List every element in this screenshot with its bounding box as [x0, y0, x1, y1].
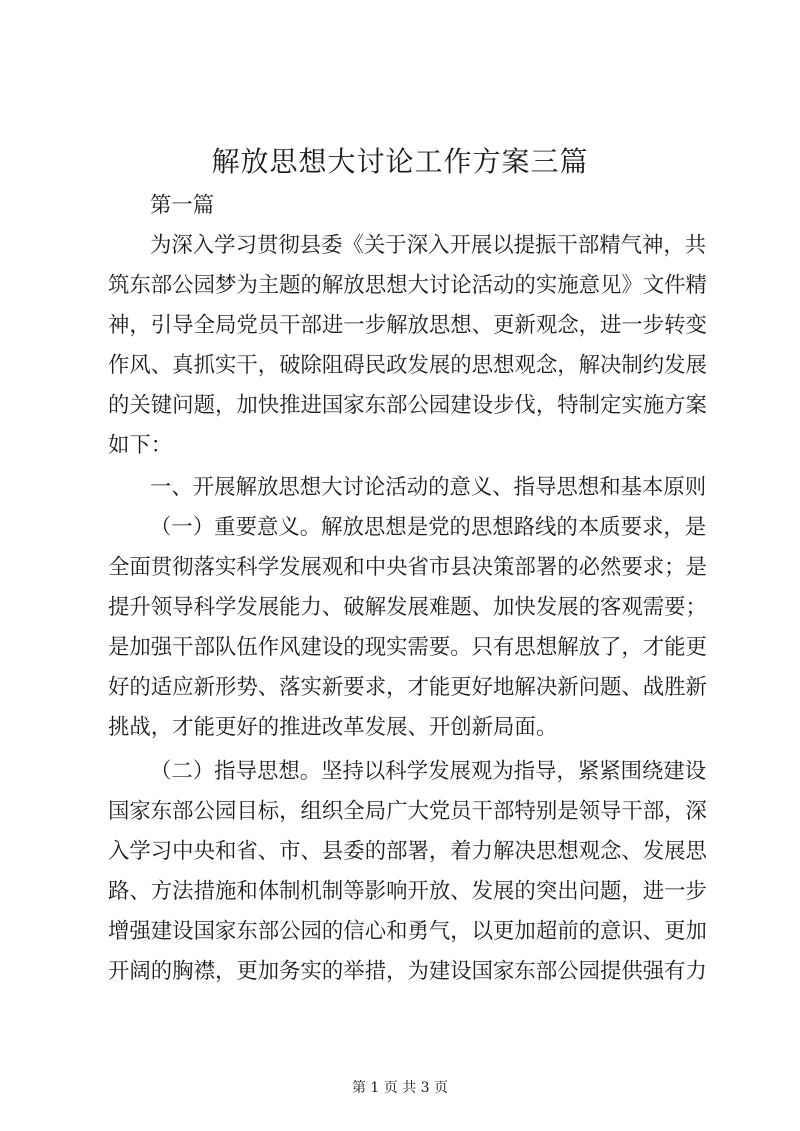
paragraph-line: 入学习中央和省、市、县委的部署，着力解决思想观念、发展思 [108, 839, 707, 864]
paragraph-line: 是加强干部队伍作风建设的现实需要。只有思想解放了，才能更 [108, 635, 707, 660]
paragraph-line: 的关键问题，加快推进国家东部公园建设步伐，特制定实施方案 [108, 393, 707, 418]
paragraph-line: 作风、真抓实干，破除阻碍民政发展的思想观念，解决制约发展 [108, 353, 707, 378]
paragraph-line: 如下： [108, 433, 173, 458]
paragraph-line: 筑东部公园梦为主题的解放思想大讨论活动的实施意见》文件精 [108, 273, 707, 298]
paragraph-line: 增强建设国家东部公园的信心和勇气，以更加超前的意识、更加 [108, 919, 707, 944]
paragraph-line: （一）重要意义。解放思想是党的思想路线的本质要求，是 [150, 515, 707, 540]
paragraph-line: 国家东部公园目标，组织全局广大党员干部特别是领导干部，深 [108, 799, 707, 824]
document-title: 解放思想大讨论工作方案三篇 [211, 145, 589, 178]
section-heading: 一、开展解放思想大讨论活动的意义、指导思想和基本原则 [150, 475, 707, 500]
page-number: 第 1 页 共 3 页 [351, 1080, 449, 1096]
paragraph-line: 好的适应新形势、落实新要求，才能更好地解决新问题、战胜新 [108, 675, 707, 700]
paragraph-line: 神，引导全局党员干部进一步解放思想、更新观念，进一步转变 [108, 313, 707, 338]
section-heading: 第一篇 [150, 193, 215, 218]
paragraph-line: （二）指导思想。坚持以科学发展观为指导，紧紧围绕建设 [150, 759, 707, 784]
paragraph-line: 路、方法措施和体制机制等影响开放、发展的突出问题，进一步 [108, 879, 707, 904]
paragraph-line: 挑战，才能更好的推进改革发展、开创新局面。 [108, 715, 558, 740]
paragraph-line: 开阔的胸襟，更加务实的举措，为建设国家东部公园提供强有力 [108, 959, 707, 984]
paragraph-line: 为深入学习贯彻县委《关于深入开展以提振干部精气神，共 [150, 233, 707, 258]
paragraph-line: 全面贯彻落实科学发展观和中央省市县决策部署的必然要求；是 [108, 555, 707, 580]
paragraph-line: 提升领导科学发展能力、破解发展难题、加快发展的客观需要； [108, 595, 707, 620]
